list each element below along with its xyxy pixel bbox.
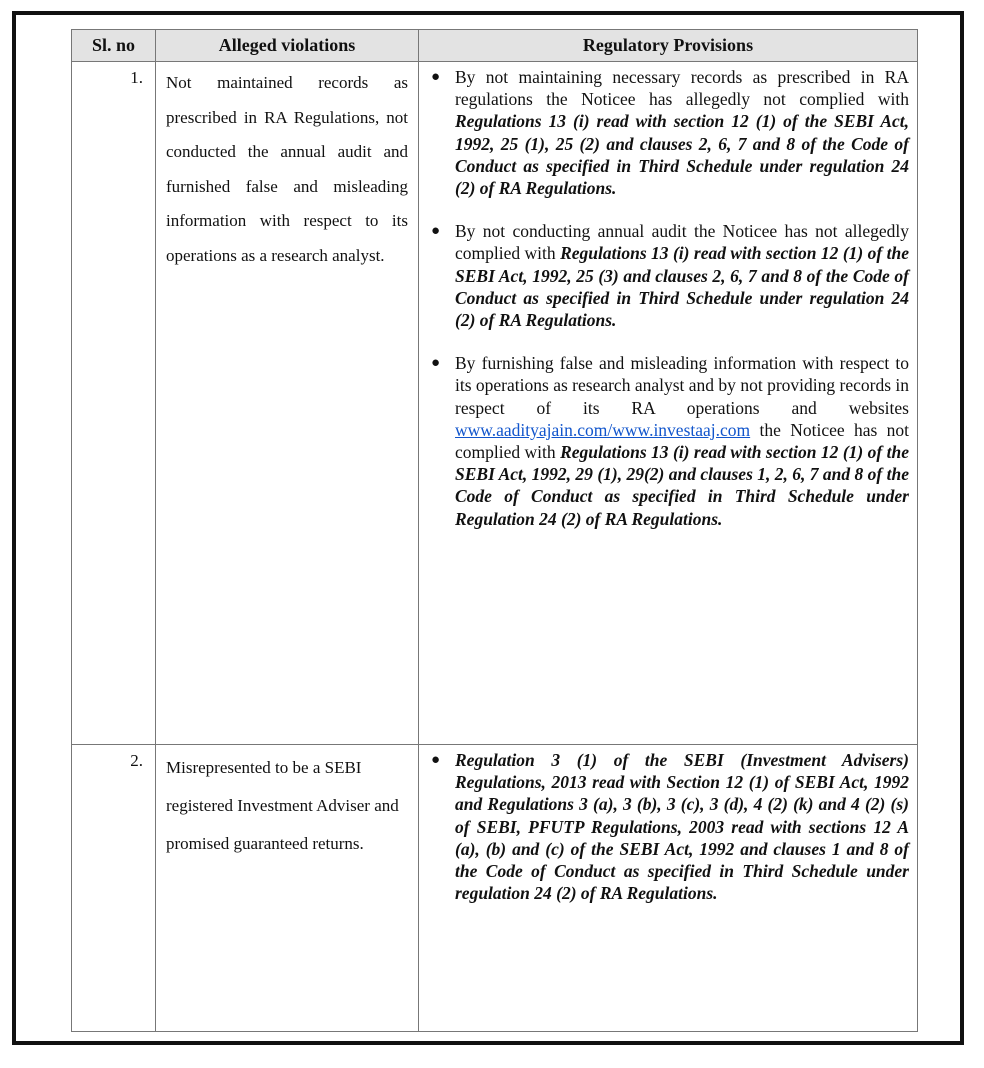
alleged-violation: Misrepresented to be a SEBI registered Investment Adviser and promised guaranteed returns.	[156, 745, 419, 1032]
violations-table	[71, 29, 918, 1032]
provision-text: the Noticee has not complied with	[455, 419, 909, 463]
provision-text: By not maintaining necessary records as prescribed in RA regulations the Noticee has allegedly not complied with	[455, 67, 909, 110]
header-sl-no: Sl. no	[72, 30, 156, 62]
provision-item	[431, 749, 909, 904]
table-header-row	[72, 30, 918, 62]
table-row	[72, 62, 918, 745]
website-link[interactable]: www.aadityajain.com/www.investaaj.com	[455, 419, 751, 440]
provision-list	[427, 749, 909, 904]
regulatory-provisions	[419, 62, 918, 745]
provision-list	[427, 66, 909, 530]
provision-item	[431, 66, 909, 199]
bullet-icon: ●	[431, 69, 441, 85]
provision-reference: Regulations 13 (i) read with section 12 (1) of the SEBI Act, 1992, 25 (3) and clauses 2, 6, 7 and 8 of the Code of Conduct as specified in Third Schedule under regulation 24 (2) of RA Regulations.	[455, 243, 909, 331]
provision-reference: Regulations 13 (i) read with section 12 (1) of the SEBI Act, 1992, 25 (1), 25 (2) and clauses 2, 6, 7 and 8 of the Code of Conduct as specified in Third Schedule under regulation 24 (2) of RA Regulations.	[455, 111, 909, 199]
provision-item	[431, 352, 909, 530]
regulatory-provisions	[419, 745, 918, 1032]
row-number: 1.	[72, 62, 156, 745]
alleged-violation: Not maintained records as prescribed in RA Regulations, not conducted the annual audit and furnished false and misleading information with respect to its operations as a research analyst.	[156, 62, 419, 745]
row-number: 2.	[72, 745, 156, 1032]
provision-text: By furnishing false and misleading information with respect to its operations as research analyst and by not providing records in respect of its RA operations and websites	[455, 353, 909, 418]
bullet-icon: ●	[431, 223, 441, 240]
provision-reference: Regulation 3 (1) of the SEBI (Investment Advisers) Regulations, 2013 read with Section 12 (1) of SEBI Act, 1992 and Regulations 3 (a), 3 (b), 3 (c), 3 (d), 4 (2) (k) and 4 (2) (s) of SEBI, PFUTP Regulations, 2003 read with sections 12 A (a), (b) and (c) of the SEBI Act, 1992 and clauses 1 and 8 of the Code of Conduct as specified in Third Schedule under regulation 24 (2) of RA Regulations.	[455, 750, 909, 904]
bullet-icon: ●	[431, 355, 441, 372]
bullet-icon: ●	[431, 752, 441, 768]
provision-item	[431, 220, 909, 331]
provision-text: By not conducting annual audit the Noticee has not allegedly complied with	[455, 221, 909, 264]
header-regulatory-provisions: Regulatory Provisions	[419, 30, 918, 62]
header-alleged-violations: Alleged violations	[156, 30, 419, 62]
provision-reference: Regulations 13 (i) read with section 12 (1) of the SEBI Act, 1992, 29 (1), 29(2) and clauses 1, 2, 6, 7 and 8 of the Code of Conduct as specified in Third Schedule under Regulation 24 (2) of RA Regulations.	[455, 442, 909, 529]
table-row	[72, 745, 918, 1032]
